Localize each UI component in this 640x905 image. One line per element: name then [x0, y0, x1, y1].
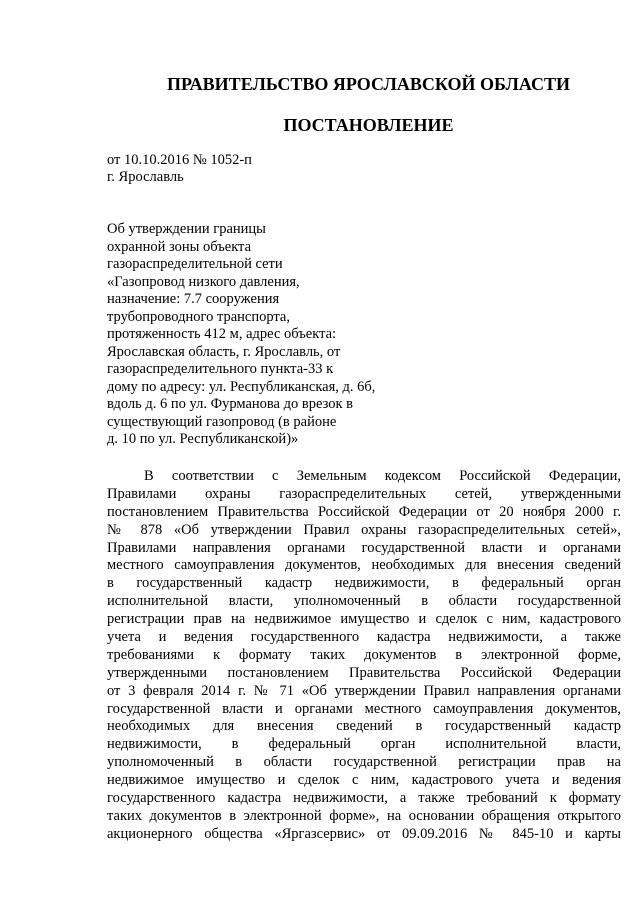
city: г. Ярославль	[107, 169, 184, 185]
subject-line: газораспределительной сети	[107, 256, 283, 272]
body-line: утвержденными постановлением Правительства Российской Федерации	[107, 664, 621, 681]
body-line: постановлением Правительства Российской Федерации от 20 ноября 2000 г.	[107, 503, 621, 520]
document-type-heading: ПОСТАНОВЛЕНИЕ	[283, 115, 454, 135]
body-line: исполнительной власти, уполномоченный в области государственной	[107, 593, 621, 610]
subject-line: трубопроводного транспорта,	[107, 308, 290, 325]
body-line: недвижимости, в федеральный орган исполнительной власти,	[107, 736, 621, 753]
subject-line: дому по адресу: ул. Республиканская, д. 6б,	[107, 378, 376, 395]
document-subject	[107, 221, 407, 449]
subject-line: д. 10 по ул. Республиканской)»	[107, 431, 299, 447]
body-line: таких документов в электронной форме», на основании обращения открытого	[107, 807, 621, 824]
date-number: от 10.10.2016 № 1052-п	[107, 152, 252, 168]
body-line: Правилами направления органами государственной власти и органами	[107, 539, 621, 556]
subject-line: газораспределительного пункта-33 к	[107, 361, 334, 377]
body-line: необходимых для внесения сведений в государственный кадастр	[107, 718, 621, 735]
subject-line: протяженность 412 м, адрес объекта:	[107, 326, 337, 342]
document-meta	[107, 152, 252, 186]
body-line: государственной власти и органами местного самоуправления документов,	[107, 700, 621, 717]
subject-line: существующий газопровод (в районе	[107, 413, 337, 430]
body-line: № 878 «Об утверждении Правил охраны газораспределительных сетей»,	[107, 521, 621, 538]
body-line: учета и ведения государственного кадастра недвижимости, а также	[107, 629, 621, 646]
body-line: в государственный кадастр недвижимости, в федеральный орган	[107, 575, 621, 592]
body-line: акционерного общества «Яргазсервис» от 09.09.2016 № 845-10 и карты	[107, 825, 621, 842]
subject-line: Об утверждении границы	[107, 221, 266, 237]
body-line: уполномоченный в области государственной регистрации прав на	[107, 754, 621, 771]
body-line: Правилами охраны газораспределительных сетей, утвержденными	[107, 485, 621, 502]
subject-line: охранной зоны объекта	[107, 238, 252, 255]
body-paragraph	[107, 468, 621, 844]
body-line: В соответствии с Земельным кодексом Российской Федерации,	[144, 468, 621, 484]
body-line: недвижимое имущество и сделок с ним, кадастрового учета и ведения	[107, 772, 621, 789]
body-line: от 3 февраля 2014 г. № 71 «Об утверждении Правил направления органами	[107, 682, 621, 699]
subject-line: «Газопровод низкого давления,	[107, 273, 300, 290]
subject-line: назначение: 7.7 сооружения	[107, 291, 280, 307]
body-line: местного самоуправления документов, необходимых для внесения сведений	[107, 557, 621, 574]
org-title: ПРАВИТЕЛЬСТВО ЯРОСЛАВСКОЙ ОБЛАСТИ	[166, 74, 570, 94]
body-line: государственного кадастра недвижимости, а также требований к формату	[107, 790, 621, 807]
subject-line: вдоль д. 6 по ул. Фурманова до врезок в	[107, 396, 353, 412]
body-line: регистрации прав на недвижимое имущество и сделок с ним, кадастрового	[107, 611, 621, 628]
body-line: требованиями к формату таких документов в электронной форме,	[107, 646, 621, 663]
subject-line: Ярославская область, г. Ярославль, от	[107, 343, 341, 360]
